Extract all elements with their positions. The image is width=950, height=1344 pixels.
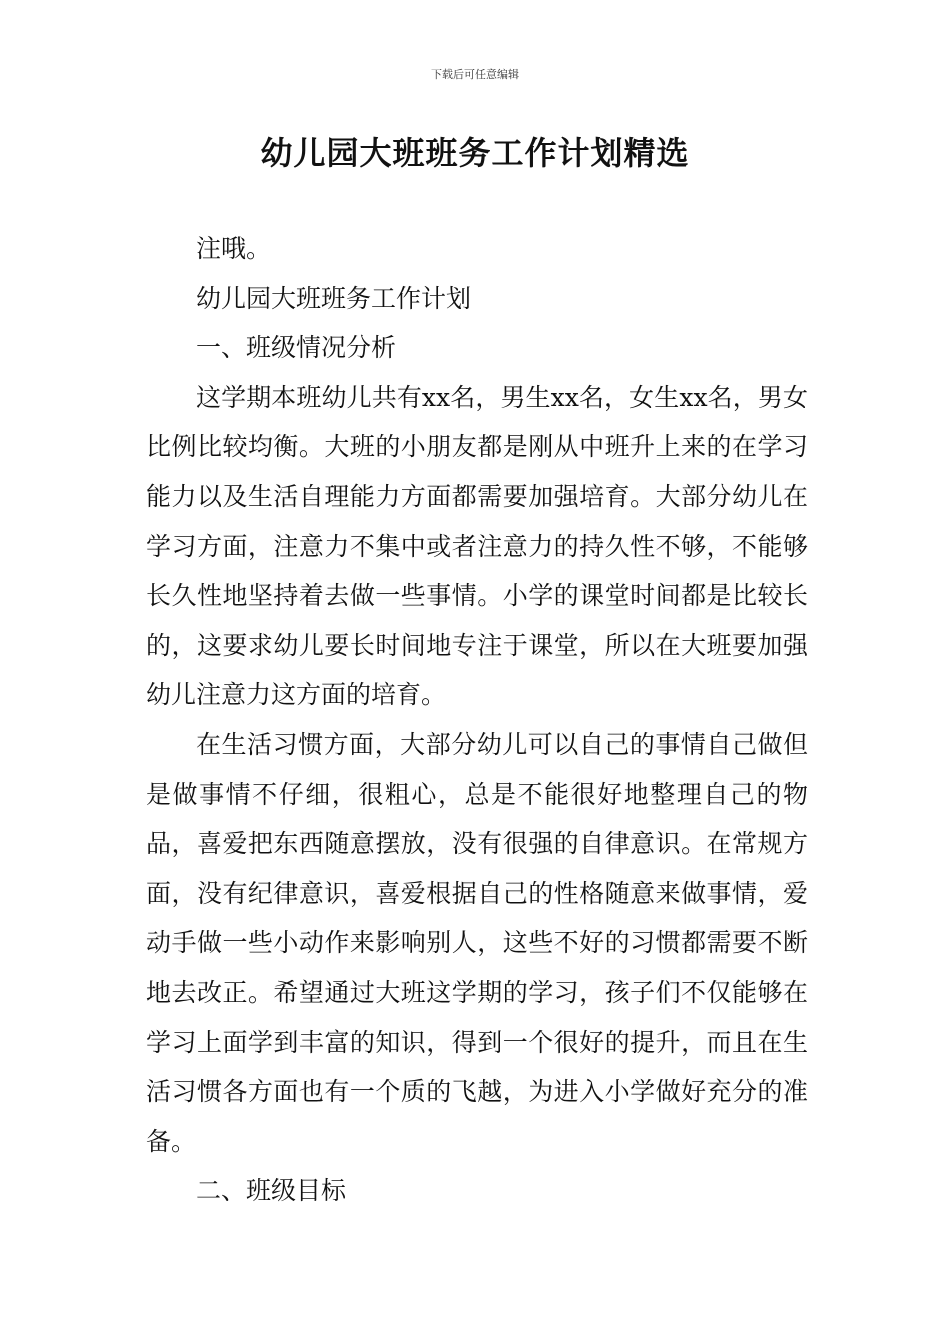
section-heading-class-goals: 二、班级目标 [196,1176,347,1206]
section-heading-class-analysis: 一、班级情况分析 [196,333,397,363]
document-body [146,224,808,1216]
paragraph-note: 注哦。 [196,234,272,263]
document-title: 幼儿园大班班务工作计划精选 [260,134,690,172]
header-note: 下载后可任意编辑 [431,68,519,81]
paragraph-plan-heading: 幼儿园大班班务工作计划 [196,283,472,313]
paragraph-life-habits: 在生活习惯方面，大部分幼儿可以自己的事情自己做但是做事情不仔细，很粗心，总是不能很好地整理自己的物品，喜爱把东西随意摆放，没有很强的自律意识。在常规方面，没有纪律意识，喜爱根据自己的性格随意来做事情，爱动手做一些小动作来影响别人，这些不好的习惯都需要不断地去改正。希望通过大班这学期的学习，孩子们不仅能够在学习上面学到丰富的知识，得到一个很好的提升，而且在生活习惯各方面也有一个质的飞越，为进入小学做好充分的准备。 [146,729,808,1156]
paragraph-class-situation: 这学期本班幼儿共有xx名，男生xx名，女生xx名，男女比例比较均衡。大班的小朋友都是刚从中班升上来的在学习能力以及生活自理能力方面都需要加强培育。大部分幼儿在学习方面，注意力不集中或者注意力的持久性不够，不能够长久性地坚持着去做一些事情。小学的课堂时间都是比较长的，这要求幼儿要长时间地专注于课堂，所以在大班要加强幼儿注意力这方面的培育。 [146,382,808,710]
